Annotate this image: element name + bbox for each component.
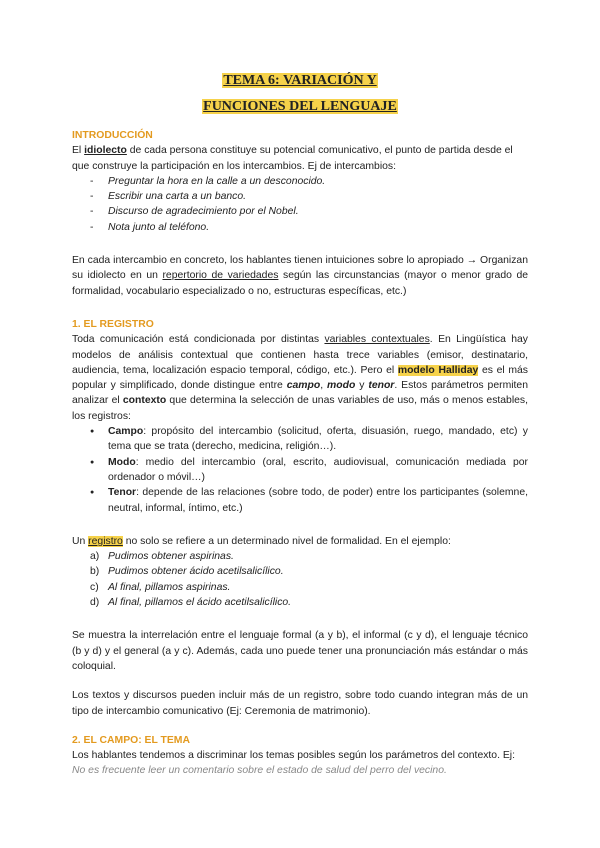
registro-paragraph-2: Un registro no solo se refiere a un determinado nivel de formalidad. En el ejemplo: bbox=[72, 535, 451, 547]
list-item: ● Modo: medio del intercambio (oral, escrito, audiovisual, comunicación mediada por ordenador o móvil…) bbox=[88, 455, 528, 486]
term-repertorio: repertorio de variedades bbox=[162, 270, 279, 282]
term-variables-contextuales: variables contextuales bbox=[324, 334, 430, 346]
list-item: b) Pudimos obtener ácido acetilsalicílico. bbox=[90, 566, 284, 578]
term-registro: registro bbox=[88, 535, 123, 547]
term-modelo-halliday: modelo Halliday bbox=[397, 364, 479, 376]
heading-introduccion: INTRODUCCIÓN bbox=[72, 130, 153, 141]
registro-examples-list bbox=[72, 549, 528, 610]
intro-paragraph-2: En cada intercambio en concreto, los hablantes tienen intuiciones sobre lo apropiado → Organizan su idiolecto en un repertorio de variedades según las circunstancias (mayor o menor grado de formalidad, vocabulario especializado o no, estructuras específicas, etc.) bbox=[72, 255, 529, 297]
registro-paragraph-3: Se muestra la interrelación entre el lenguaje formal (a y b), el informal (c y d), el lenguaje técnico (b y d) y el general (a y c). Además, cada uno puede tener una pronunciación más estándar o más coloquial. bbox=[72, 630, 528, 672]
list-item: ● Tenor: depende de las relaciones (sobre todo, de poder) entre los participantes (solemne, neutral, informal, íntimo, etc.) bbox=[88, 485, 528, 516]
list-item: ● Campo: propósito del intercambio (solicitud, oferta, disuasión, ruego, mandado, etc) y tema que se trata (derecho, medicina, religión…). bbox=[88, 424, 528, 455]
intro-examples-list bbox=[72, 174, 528, 235]
registro-paragraph-4: Los textos y discursos pueden incluir más de un registro, sobre todo cuando integran más de un tipo de intercambio comunicativo (Ej: Ceremonia de matrimonio). bbox=[72, 690, 528, 717]
term-idiolecto: idiolecto bbox=[84, 145, 127, 157]
list-item: c) Al final, pillamos aspirinas. bbox=[90, 581, 231, 593]
registro-paragraph-1: Toda comunicación está condicionada por distintas variables contextuales. En Lingüística hay modelos de análisis contextual que contienen hasta trece variables (emisor, destinatario, audiencia, tema, localización espacio temporal, código, etc.). Pero el modelo Halliday es el más popular y simplificado, donde distingue entre campo, modo y tenor. Estos parámetros permiten analizar el contexto que determina la selección de unas variables de uso, más o menos estables, los registros: bbox=[72, 334, 528, 422]
campo-paragraph-1: Los hablantes tendemos a discriminar los temas posibles según los parámetros del contexto. Ej: bbox=[72, 750, 515, 762]
list-item: a) Pudimos obtener aspirinas. bbox=[90, 551, 234, 563]
title-line-1: TEMA 6: VARIACIÓN Y bbox=[223, 73, 377, 88]
document-page bbox=[72, 70, 528, 779]
document-title bbox=[72, 70, 528, 118]
registro-parameters-list bbox=[72, 424, 528, 516]
list-item: - Escribir una carta a un banco. bbox=[90, 189, 528, 204]
title-line-2: FUNCIONES DEL LENGUAJE bbox=[203, 99, 397, 114]
list-item: - Nota junto al teléfono. bbox=[90, 220, 528, 235]
list-item: - Discurso de agradecimiento por el Nobel. bbox=[90, 204, 528, 219]
list-item: d) Al final, pillamos el ácido acetilsalicílico. bbox=[90, 597, 292, 609]
intro-paragraph-1: El idiolecto de cada persona constituye su potencial comunicativo, el punto de partida desde el que construye la participación en los intercambios. Ej de intercambios: bbox=[72, 145, 513, 172]
campo-example: No es frecuente leer un comentario sobre el estado de salud del perro del vecino. bbox=[72, 765, 447, 777]
list-item: - Preguntar la hora en la calle a un desconocido. bbox=[90, 174, 528, 189]
heading-registro: 1. EL REGISTRO bbox=[72, 318, 154, 330]
heading-campo: 2. EL CAMPO: EL TEMA bbox=[72, 734, 190, 746]
